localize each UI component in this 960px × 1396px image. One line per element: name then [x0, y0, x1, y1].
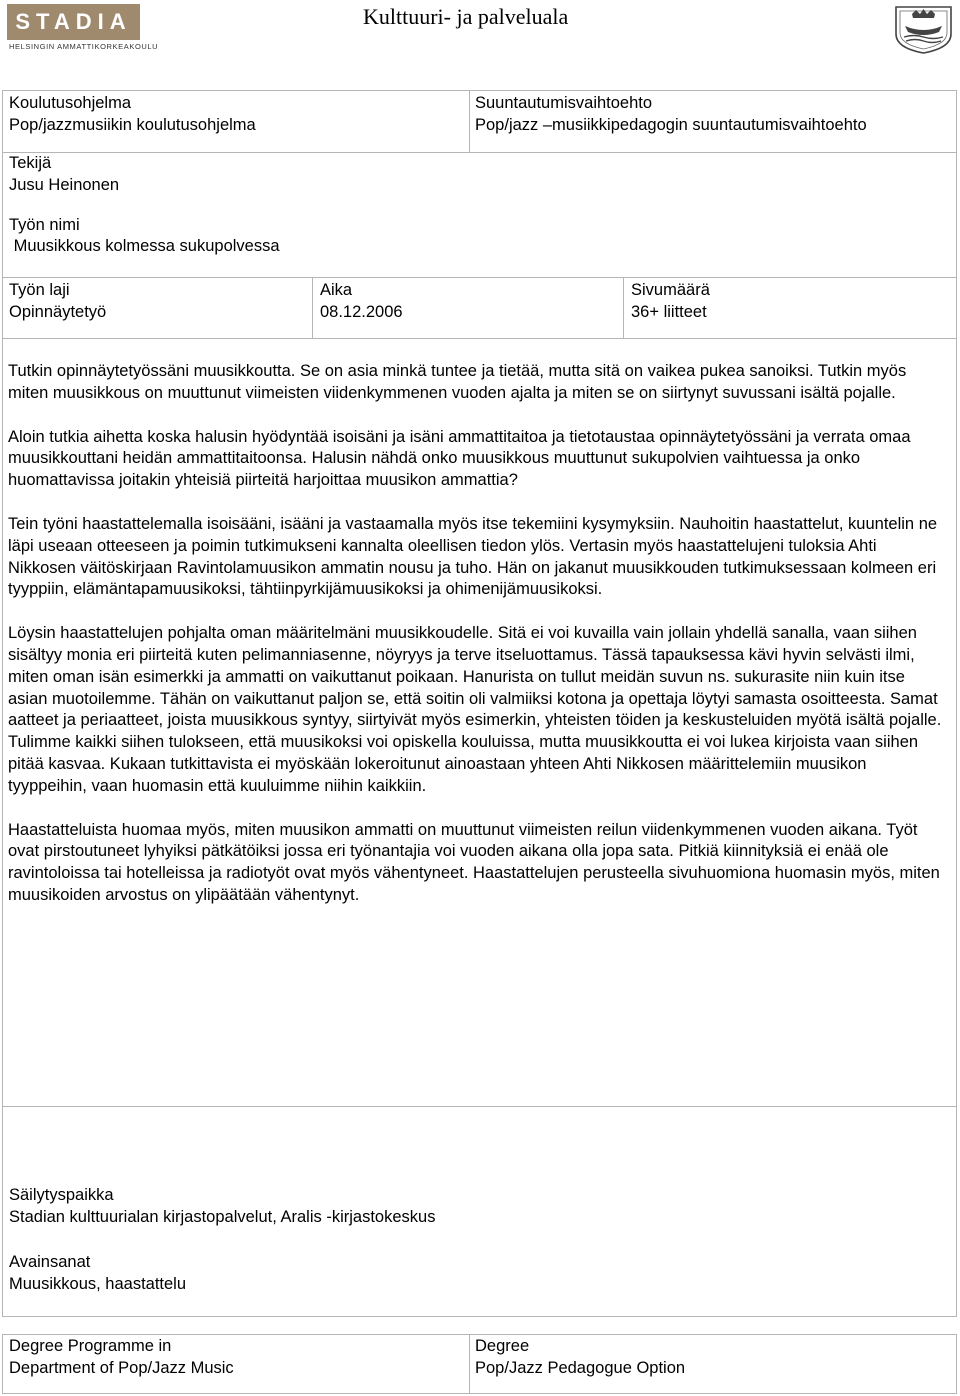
work-type-value: Opinnäytetyö: [9, 303, 107, 321]
programme-label: Koulutusohjelma: [9, 94, 131, 112]
storage-label: Säilytyspaikka: [9, 1186, 114, 1204]
abstract-paragraph-1: Tutkin opinnäytetyössäni muusikkoutta. Se on asia minkä tuntee ja tietää, mutta sitä on vaikea pukea sanoiksi. Tutkin myös miten muusikkous on muuttunut viimeisten viidenkymmenen vuoden ajalta ja miten se on siirtynyt suvussani isältä pojalle.: [8, 362, 907, 402]
logo-subtitle: HELSINGIN AMMATTIKORKEAKOULU: [9, 42, 159, 51]
abstract-paragraph-4: Löysin haastattelujen pohjalta oman määritelmäni muusikkoudelle. Sitä ei voi kuvailla vain jollain yhdellä sanalla, vaan siihen sisältyy monia eri piirteitä kuten pelimanniasenne, nöyryys ja terve itseluottamus. Tässä tapauksessa kävi hyvin selvästi ilmi, miten oman isän esimerkki ja ammatti on vaikuttanut poikaan. Hanurista on tullut meidän suvun ns. sukurasite niin kuin itse asian muotoilemme. Tähän on vaikuttanut paljon se, että soitin oli valmiiksi kotona ja opettaja löytyi samasta osoitteesta. Samat aatteet ja periaatteet, joista muusikkous syntyy, siirtyivät myös esimerkin, yhteisten töiden ja keskusteluiden myötä isältä pojalle. Tulimme kaikki siihen tulokseen, että muusikoksi voi opiskella kouluissa, mutta muusikkoutta ei voi lukea kirjoista vaan siihen pitää kasvaa. Kukaan tutkittavista ei myöskään lokeroitunut ainoastaan yhteen Ahti Nikkosen määrittelemiin muusikon tyyppeihin, vaan huomasin että kuuluimme niihin kaikkiin.: [8, 624, 942, 795]
page-title: Kulttuuri- ja palveluala: [363, 4, 569, 29]
keywords-value: Muusikkous, haastattelu: [9, 1275, 187, 1293]
english-programme-value: Department of Pop/Jazz Music: [9, 1359, 234, 1377]
english-degree-value: Pop/Jazz Pedagogue Option: [475, 1359, 686, 1377]
author-value: Jusu Heinonen: [9, 176, 120, 194]
english-programme-label: Degree Programme in: [9, 1337, 172, 1355]
stadia-logo: [7, 4, 159, 54]
date-label: Aika: [320, 281, 353, 299]
pages-label: Sivumäärä: [631, 281, 710, 299]
helsinki-crest-icon: [892, 4, 955, 54]
abstract-paragraph-5: Haastatteluista huomaa myös, miten muusikon ammatti on muuttunut viimeisten reilun viidenkymmenen vuoden aikana. Työt ovat pirstoutuneet lyhyiksi pätkätöiksi jossa eri työnantajia voi vuoden aikana olla jopa sata. Pitkiä kiinnityksiä ei enää ole ravintoloissa tai hotelleissa ja radiotyöt ovat myös vähentyneet. Haastattelujen perusteella sivuhuomiona huomasin myös, miten muusikoiden arvostus on ylipäätään vähentynyt.: [8, 820, 940, 904]
abstract-paragraph-2: Aloin tutkia aihetta koska halusin hyödyntää isoisäni ja isäni ammattitaitoa ja tietotaustaa opinnäytetyössäni ja verrata omaa muusikkouttani heidän ammattitaitoonsa. Halusin nähdä onko muusikkous muuttunut sukupolvien vaihtuessa ja onko huomattavissa joitakin yhteisiä piirteitä harjoittaa muusikon ammattia?: [8, 427, 911, 490]
option-value: Pop/jazz –musiikkipedagogin suuntautumisvaihtoehto: [475, 116, 867, 134]
work-name-value: Muusikkous kolmessa sukupolvessa: [9, 237, 280, 255]
english-degree-label: Degree: [475, 1337, 530, 1355]
programme-value: Pop/jazzmusiikin koulutusohjelma: [9, 116, 256, 134]
work-name-label: Työn nimi: [9, 216, 80, 234]
abstract-paragraph-3: Tein työni haastattelemalla isoisääni, isääni ja vastaamalla myös itse tekemiini kysymyksiin. Nauhoitin haastattelut, kuuntelin ne läpi useaan otteeseen ja poimin tutkimukseni kannalta oleellisen tiedon ylös. Vertasin myös haastattelujeni tuloksia Ahti Nikkosen väitöskirjaan Ravintolamuusikon ammatin nousu ja tuho. Hän on jakanut muusikkouden tutkimuksessaan kolmeen eri tyyppiin, elämäntapamuusikoksi, tähtiinpyrkijämuusikoksi ja ohimenijämuusikoksi.: [8, 514, 938, 599]
keywords-label: Avainsanat: [9, 1253, 91, 1271]
abstract: [8, 361, 948, 929]
work-type-label: Työn laji: [9, 281, 70, 299]
pages-value: 36+ liitteet: [631, 303, 707, 321]
date-value: 08.12.2006: [320, 303, 403, 321]
author-label: Tekijä: [9, 154, 52, 172]
storage-value: Stadian kulttuurialan kirjastopalvelut, Aralis -kirjastokeskus: [9, 1208, 436, 1226]
logo-text: STADIA: [15, 9, 132, 34]
option-label: Suuntautumisvaihtoehto: [475, 94, 653, 112]
